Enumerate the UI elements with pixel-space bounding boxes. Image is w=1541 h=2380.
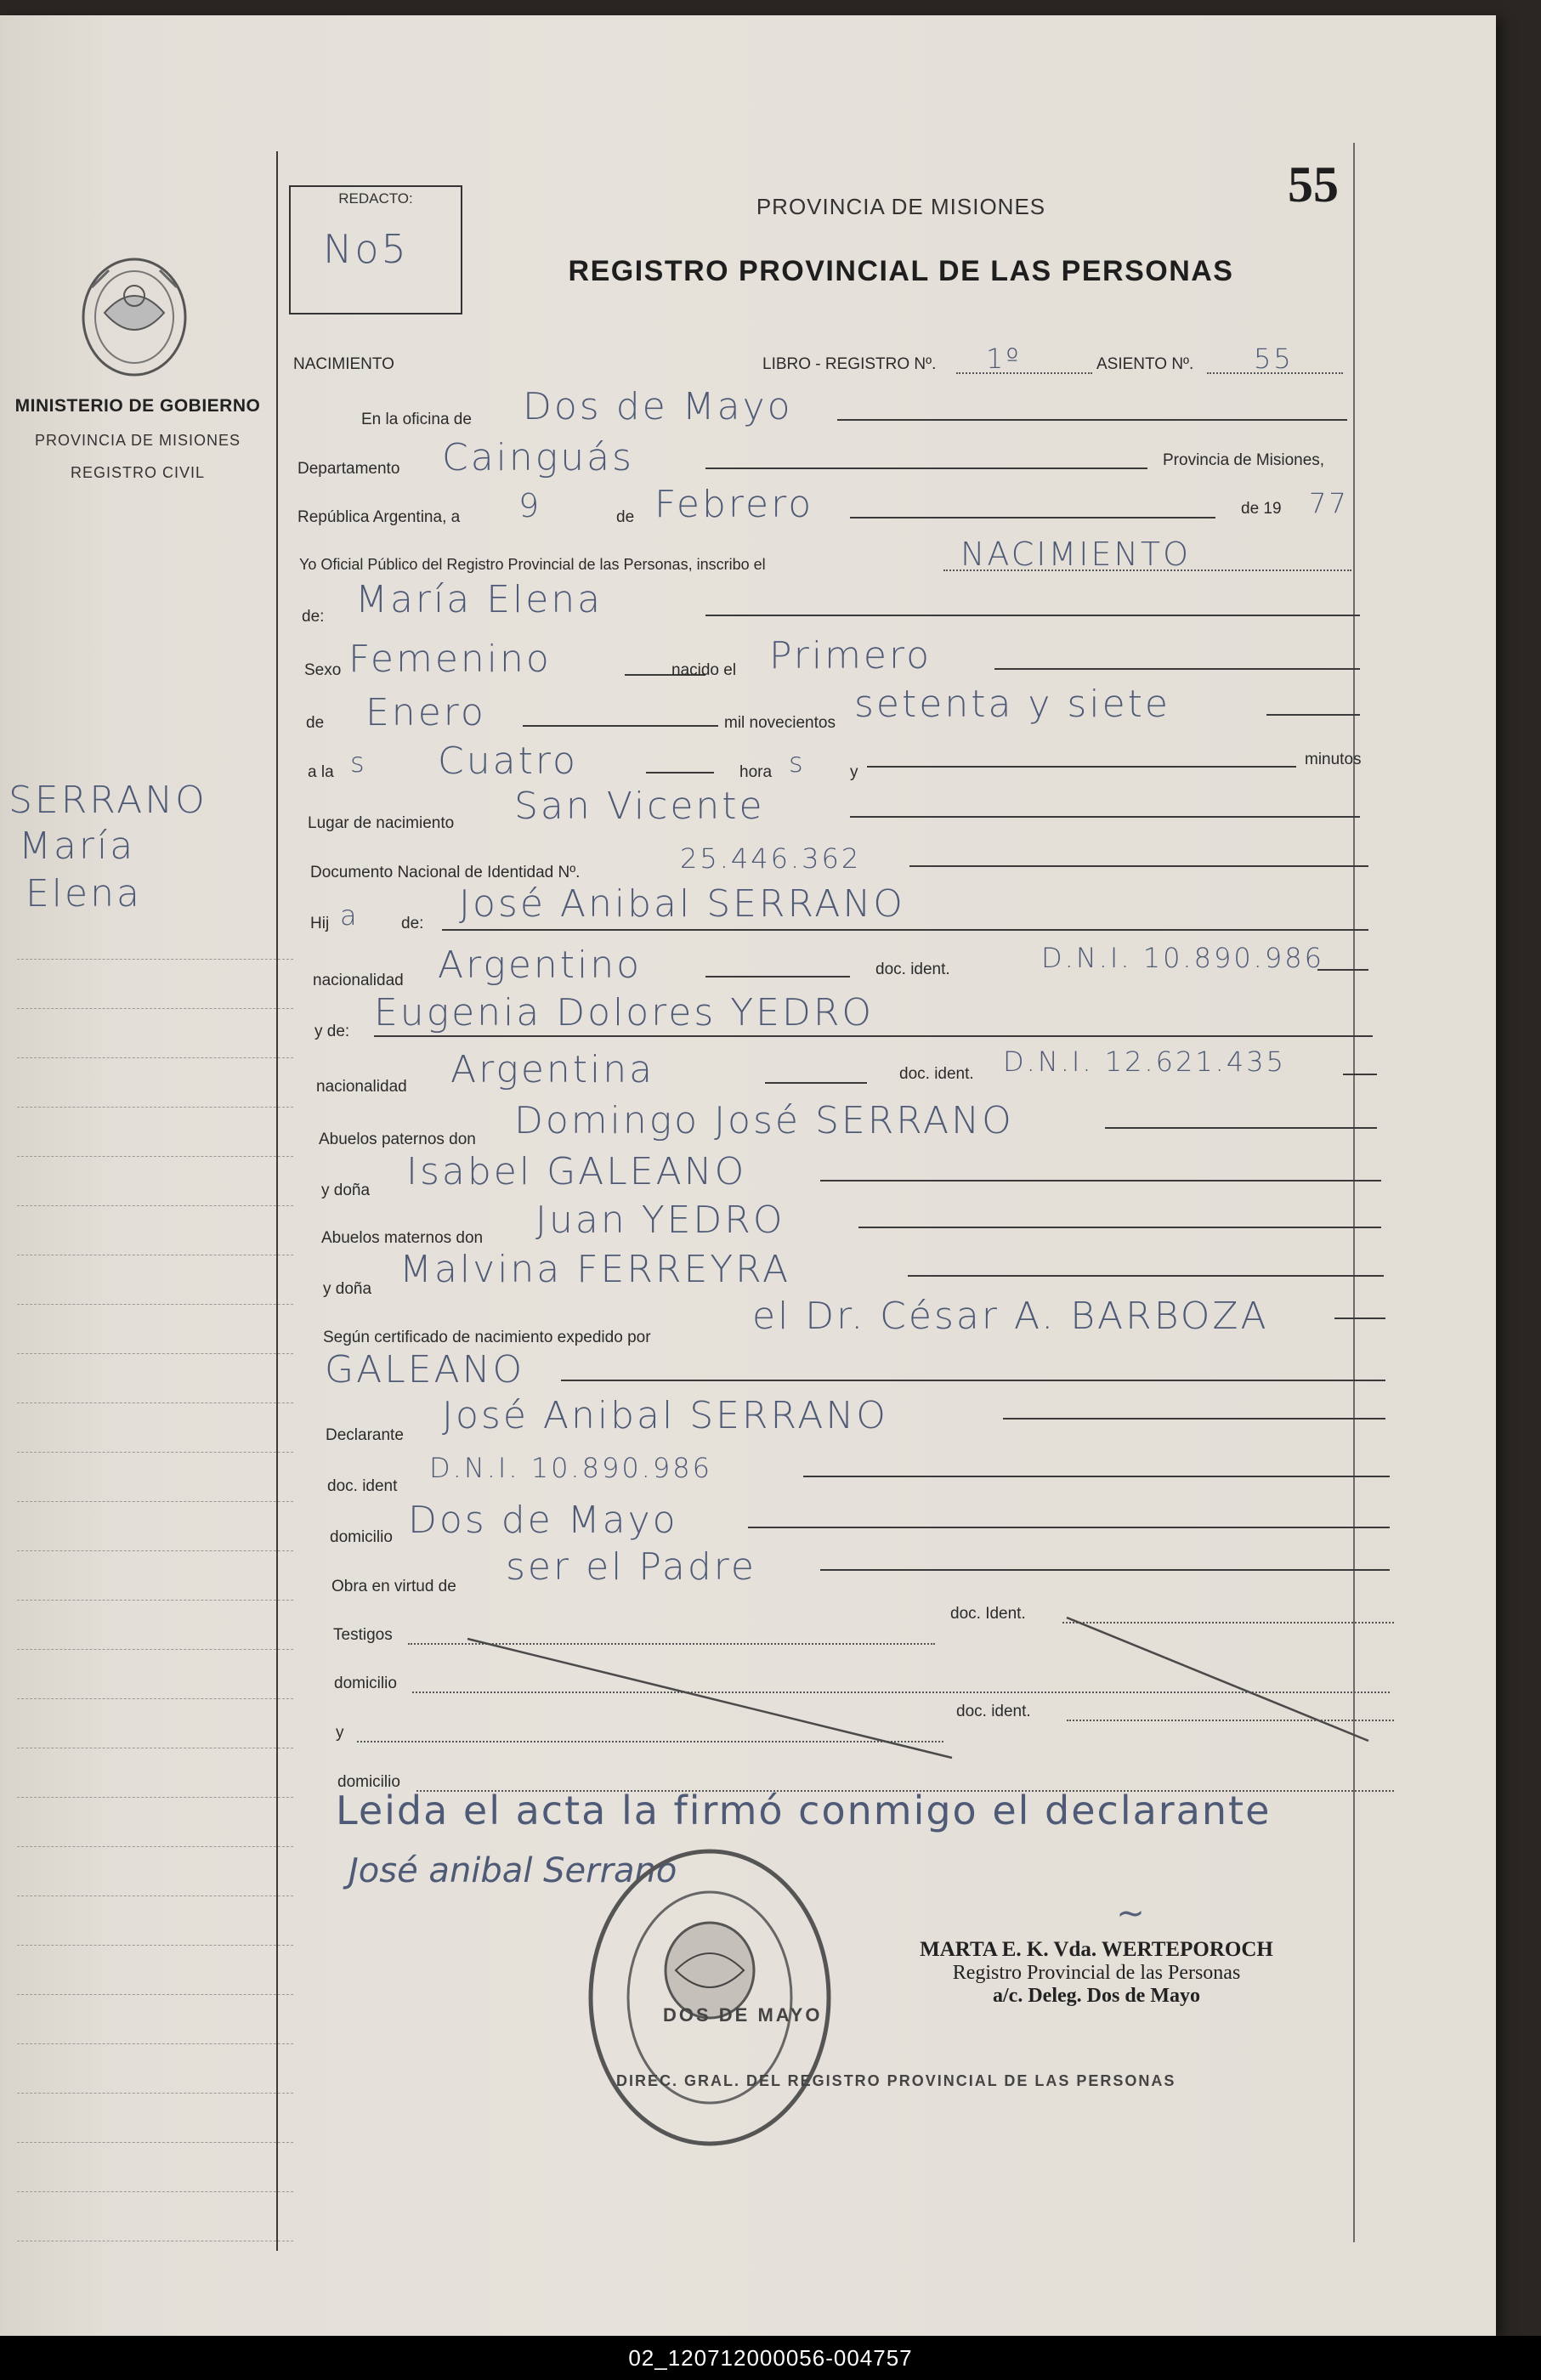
- y-t-label: y: [336, 1724, 344, 1742]
- abp-label: Abuelos paternos don: [319, 1130, 476, 1148]
- margin-ruling-line: [17, 1649, 293, 1650]
- official-signature-block: [884, 1894, 1309, 2008]
- margin-ruling-line: [17, 2142, 293, 2143]
- dia-value: 9: [518, 487, 542, 524]
- redacto-label: REDACTO:: [338, 190, 413, 207]
- libro-value: 1º: [986, 343, 1022, 375]
- margin-ruling-line: [17, 1008, 293, 1009]
- horas-label: hora: [739, 763, 773, 781]
- asiento-label: ASIENTO Nº.: [1096, 355, 1194, 373]
- official-deleg: a/c. Deleg. Dos de Mayo: [993, 1985, 1200, 2007]
- docid-label: doc. ident: [327, 1477, 398, 1495]
- dona2-value: Malvina FERREYRA: [399, 1248, 791, 1291]
- cert-value-2: GALEANO: [325, 1348, 525, 1391]
- margin-surname: SERRANO: [8, 779, 207, 822]
- stamp-outer-text: DIREC. GRAL. DEL REGISTRO PROVINCIAL DE LAS PERSONAS: [616, 2072, 1176, 2089]
- province-heading: PROVINCIA DE MISIONES: [756, 194, 1046, 219]
- doc1-value: D.N.I. 10.890.986: [1041, 942, 1324, 974]
- margin-ruling-line: [17, 1550, 293, 1551]
- declarante-value: José Anibal SERRANO: [442, 1394, 888, 1437]
- y-label: y: [850, 763, 858, 781]
- hora-value: Cuatro: [438, 740, 578, 783]
- lugar-label: Lugar de nacimiento: [308, 814, 455, 832]
- margin-ruling-line: [17, 1402, 293, 1403]
- alas-value: s: [350, 746, 367, 779]
- margin-ruling-line: [17, 1452, 293, 1453]
- margin-ruling-line: [17, 1600, 293, 1601]
- dni-label: Documento Nacional de Identidad Nº.: [310, 864, 581, 881]
- oficina-value: Dos de Mayo: [523, 385, 793, 428]
- margin-ruling-line: [17, 1353, 293, 1354]
- redacto-box: [289, 185, 462, 314]
- hijo-de-label: de:: [401, 915, 424, 932]
- nombre-value: María Elena: [355, 578, 603, 621]
- margin-ruling-line: [17, 1698, 293, 1699]
- registry-heading: REGISTRO PROVINCIAL DE LAS PERSONAS: [568, 255, 1234, 287]
- mes-nac-value: Enero: [365, 691, 486, 734]
- margin-ruling-line: [17, 1846, 293, 1847]
- official-office: Registro Provincial de las Personas: [952, 1962, 1241, 1984]
- stamp-inner-text: DOS DE MAYO: [663, 2004, 823, 2026]
- docident-t2-label: doc. ident.: [956, 1703, 1031, 1720]
- anio-nac-value: setenta y siete: [854, 683, 1170, 726]
- yde-label: y de:: [314, 1023, 350, 1040]
- anio-value: 77: [1309, 487, 1349, 519]
- hijo-label: Hij: [310, 915, 330, 932]
- right-rule: [1353, 143, 1355, 2242]
- obra-value: ser el Padre: [506, 1545, 756, 1589]
- dona1-value: Isabel GALEANO: [406, 1150, 747, 1193]
- nacido-label: nacido el: [671, 661, 737, 679]
- doc1-label: doc. ident.: [875, 960, 950, 978]
- cert-label: Según certificado de nacimiento expedido por: [323, 1329, 651, 1346]
- registry-stamp-icon: [582, 1843, 837, 2153]
- provincia-label: Provincia de Misiones,: [1163, 451, 1325, 469]
- image-caption: 02_120712000056-004757: [0, 2336, 1541, 2380]
- hijo-suffix: a: [340, 899, 360, 932]
- margin-ruling-line: [17, 1501, 293, 1502]
- ministry-civil: REGISTRO CIVIL: [70, 464, 206, 481]
- redacto-value: No5: [323, 226, 409, 272]
- abm-label: Abuelos maternos don: [321, 1229, 484, 1247]
- margin-ruling-line: [17, 959, 293, 960]
- asiento-value: 55: [1254, 343, 1294, 375]
- madre-value: Eugenia Dolores YEDRO: [374, 991, 875, 1034]
- ministry-crest-icon: [75, 253, 194, 381]
- de-mes-nac-label: de: [306, 714, 325, 732]
- sexo-label: Sexo: [304, 661, 342, 679]
- oficial-label: Yo Oficial Público del Registro Provincial de las Personas, inscribo el: [299, 556, 766, 573]
- doc2-value: D.N.I. 12.621.435: [1003, 1046, 1286, 1078]
- horas-suffix: s: [789, 746, 806, 779]
- nacimiento-label: NACIMIENTO: [293, 355, 394, 373]
- ministry-province: PROVINCIA DE MISIONES: [34, 432, 241, 449]
- domicilio-value: Dos de Mayo: [408, 1499, 678, 1542]
- departamento-value: Cainguás: [442, 436, 634, 479]
- declarant-signature: José anibal Serrano: [348, 1851, 677, 1890]
- margin-ruling-line: [17, 1945, 293, 1946]
- mil-label: mil novecientos: [724, 714, 836, 732]
- testigos-label: Testigos: [333, 1626, 393, 1644]
- margin-rule: [276, 151, 278, 2251]
- cert-value: el Dr. César A. BARBOZA: [752, 1295, 1269, 1338]
- margin-ruling-line: [17, 2191, 293, 2192]
- closing-note: Leida el acta la firmó conmigo el declarante: [336, 1788, 1272, 1833]
- dona2-label: y doña: [323, 1280, 372, 1298]
- document-page: [0, 15, 1496, 2336]
- libro-label: LIBRO - REGISTRO Nº.: [762, 355, 937, 373]
- docident-t1-label: doc. Ident.: [950, 1605, 1026, 1623]
- tipo-value: NACIMIENTO: [960, 536, 1192, 573]
- de19-label: de 19: [1241, 500, 1282, 518]
- margin-ruling-line: [17, 1107, 293, 1108]
- domicilio-label: domicilio: [330, 1528, 393, 1546]
- official-signature-scribble: ~: [1116, 1894, 1145, 1933]
- margin-ruling-line: [17, 1797, 293, 1798]
- page-number: 55: [1288, 156, 1339, 212]
- nac2-value: Argentina: [450, 1048, 655, 1091]
- sexo-value: Femenino: [348, 638, 552, 681]
- obra-label: Obra en virtud de: [331, 1578, 456, 1595]
- dona1-label: y doña: [321, 1182, 371, 1199]
- official-name: MARTA E. K. Vda. WERTEPOROCH: [920, 1938, 1273, 1961]
- margin-ruling-line: [17, 1304, 293, 1305]
- padre-value: José Anibal SERRANO: [459, 882, 905, 926]
- declarante-label: Declarante: [326, 1426, 404, 1444]
- republica-label: República Argentina, a: [297, 508, 461, 526]
- margin-ruling-line: [17, 1205, 293, 1206]
- de-nombre-label: de:: [302, 608, 325, 626]
- minutos-label: minutos: [1305, 751, 1362, 768]
- departamento-label: Departamento: [297, 460, 400, 478]
- margin-ruling-line: [17, 2043, 293, 2044]
- doc2-label: doc. ident.: [899, 1065, 974, 1083]
- lugar-value: San Vicente: [514, 785, 765, 828]
- docid-value: D.N.I. 10.890.986: [429, 1452, 712, 1484]
- abm-value: Juan YEDRO: [535, 1198, 785, 1242]
- nac2-label: nacionalidad: [316, 1078, 407, 1096]
- margin-ruling-line: [17, 1057, 293, 1058]
- domicilio-t1-label: domicilio: [334, 1674, 397, 1692]
- ministry-title: MINISTERIO DE GOBIERNO: [14, 396, 261, 416]
- margin-ruling-line: [17, 2093, 293, 2094]
- nacido-value: Primero: [769, 634, 932, 677]
- alas-label: a la: [308, 763, 334, 781]
- dni-value: 25.446.362: [680, 842, 862, 875]
- mes-value: Febrero: [654, 483, 814, 526]
- margin-given-name-1: María: [19, 824, 136, 868]
- domicilio-t2-label: domicilio: [337, 1773, 400, 1791]
- margin-given-name-2: Elena: [25, 872, 142, 915]
- abp-value: Domingo José SERRANO: [514, 1099, 1014, 1142]
- nac1-value: Argentino: [438, 944, 643, 987]
- margin-ruling-line: [17, 1994, 293, 1995]
- nac1-label: nacionalidad: [313, 972, 404, 989]
- margin-ruling-line: [17, 1156, 293, 1157]
- oficina-label: En la oficina de: [361, 411, 472, 428]
- de-label: de: [616, 508, 635, 526]
